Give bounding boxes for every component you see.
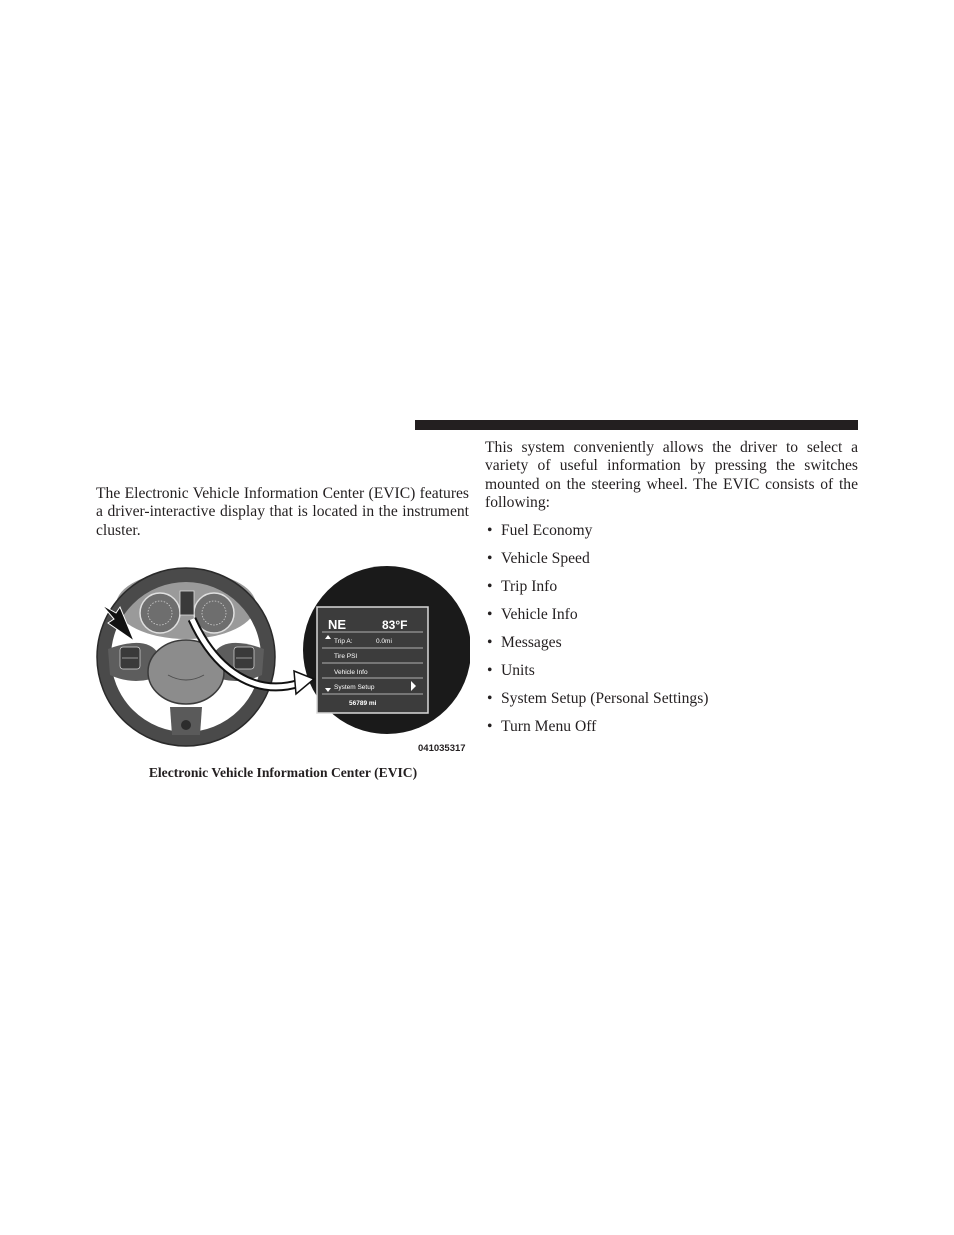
list-item-label: Vehicle Info bbox=[501, 606, 578, 623]
bullet-glyph: • bbox=[487, 522, 493, 539]
section-rule bbox=[415, 420, 858, 430]
list-item-label: Trip Info bbox=[501, 578, 558, 595]
display-item-tire: Tire PSI bbox=[334, 653, 358, 660]
list-item bbox=[485, 633, 708, 661]
list-item bbox=[485, 549, 708, 577]
figure-code: 041035317 bbox=[418, 743, 466, 754]
list-item bbox=[485, 521, 708, 549]
list-item bbox=[485, 717, 708, 745]
list-item bbox=[485, 577, 708, 605]
steering-wheel-illustration bbox=[96, 557, 470, 759]
display-trip-label: Trip A: bbox=[334, 638, 353, 645]
bullet-glyph: • bbox=[487, 690, 493, 707]
bullet-glyph: • bbox=[487, 662, 493, 679]
display-item-vehicle: Vehicle Info bbox=[334, 669, 368, 676]
list-item-label: Fuel Economy bbox=[501, 522, 593, 539]
bullet-glyph: • bbox=[487, 606, 493, 623]
bullet-glyph: • bbox=[487, 578, 493, 595]
list-item bbox=[485, 689, 708, 717]
evic-intro-paragraph: The Electronic Vehicle Information Center (EVIC) features a driver-interactive display that is located in the instrument cluster. bbox=[96, 485, 469, 539]
list-item-label: Vehicle Speed bbox=[501, 550, 590, 567]
list-item-label: Units bbox=[501, 662, 535, 679]
list-item-label: Messages bbox=[501, 634, 562, 651]
bullet-glyph: • bbox=[487, 718, 493, 735]
display-trip-value: 0.0mi bbox=[376, 638, 392, 645]
figure-caption: Electronic Vehicle Information Center (EVIC) bbox=[148, 765, 418, 780]
list-item bbox=[485, 661, 708, 689]
evic-feature-list bbox=[485, 521, 708, 745]
list-item-label: Turn Menu Off bbox=[501, 718, 597, 735]
display-item-setup: System Setup bbox=[334, 684, 375, 691]
bullet-glyph: • bbox=[487, 550, 493, 567]
display-heading: NE bbox=[328, 617, 347, 632]
list-item-label: System Setup (Personal Settings) bbox=[501, 690, 709, 707]
list-item bbox=[485, 605, 708, 633]
display-odometer: 56789 mi bbox=[349, 700, 377, 707]
evic-description-paragraph: This system conveniently allows the driver to select a variety of useful information by pressing the switches mounted on the steering wheel. The EVIC consists of the following: bbox=[485, 439, 858, 511]
bullet-glyph: • bbox=[487, 634, 493, 651]
evic-figure bbox=[96, 557, 470, 759]
display-temperature: 83°F bbox=[382, 618, 408, 632]
